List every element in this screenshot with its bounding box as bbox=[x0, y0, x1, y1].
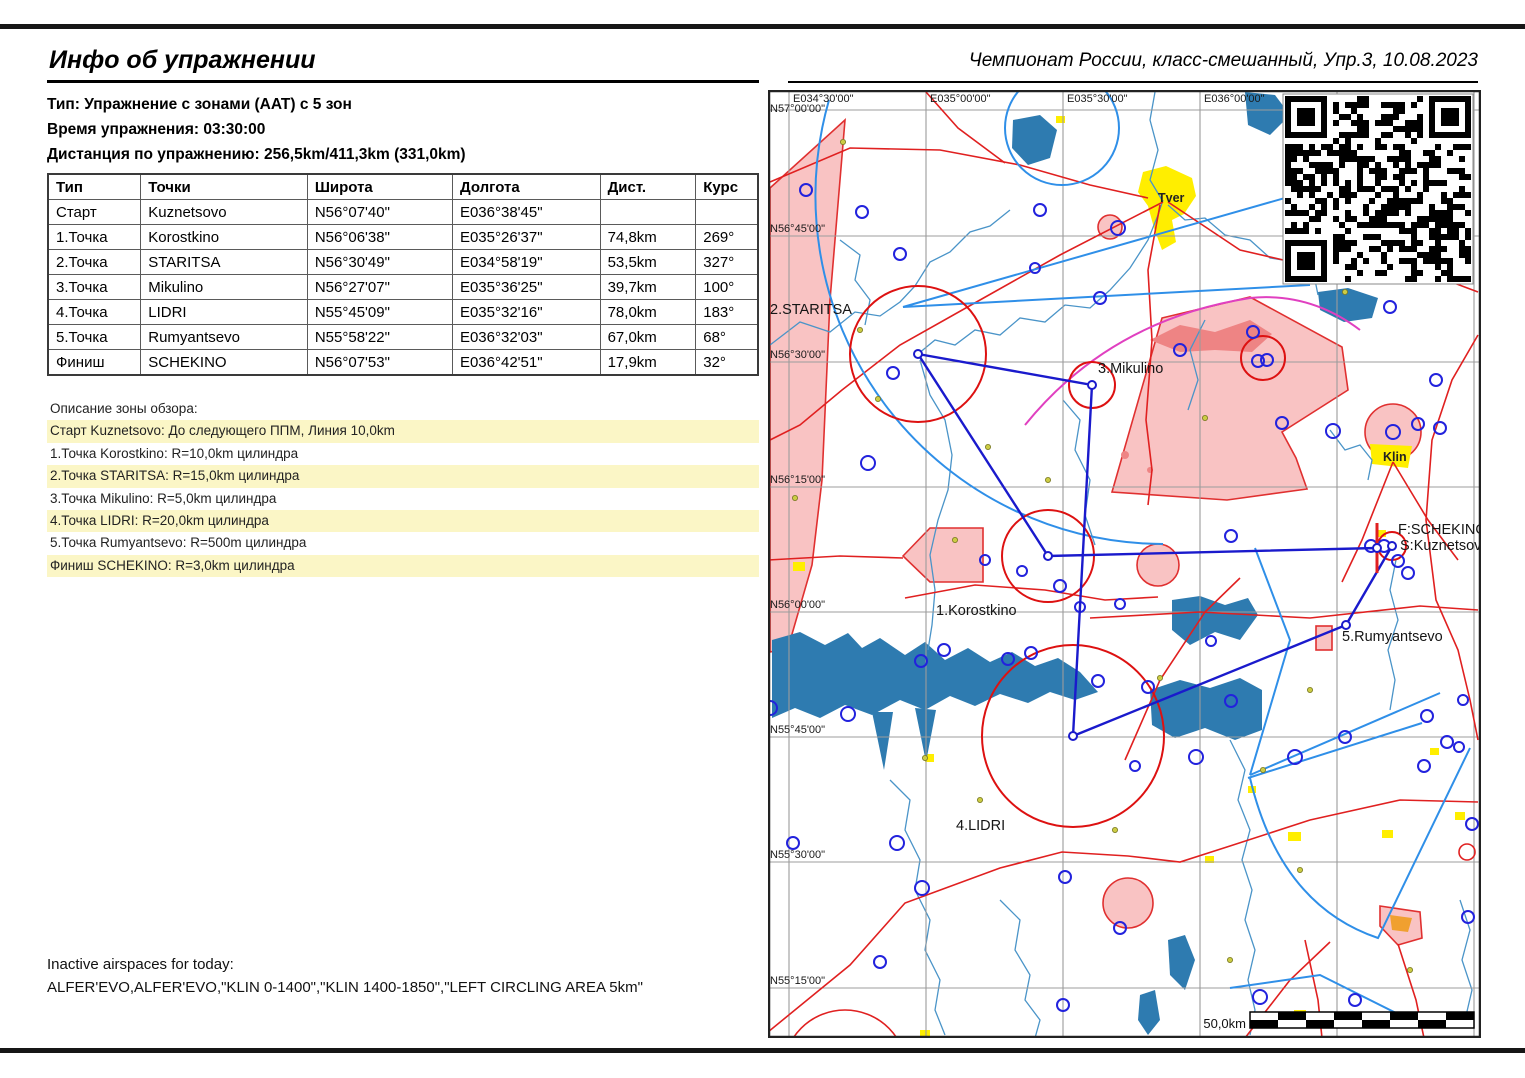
table-cell: N56°27'07" bbox=[307, 275, 452, 300]
table-cell: 2.Точка bbox=[48, 250, 141, 275]
table-row bbox=[48, 325, 758, 350]
zone-line: 4.Точка LIDRI: R=20,0km цилиндра bbox=[47, 510, 759, 532]
competition-header: Чемпионат России, класс-смешанный, Упр.3, 10.08.2023 bbox=[788, 50, 1478, 83]
table-cell: Kuznetsovo bbox=[141, 200, 308, 225]
table-row bbox=[48, 350, 758, 376]
zone-line: 5.Точка Rumyantsevo: R=500m цилиндра bbox=[50, 535, 307, 551]
task-info-panel bbox=[47, 46, 759, 577]
table-cell: STARITSA bbox=[141, 250, 308, 275]
table-row bbox=[48, 200, 758, 225]
inactive-airspaces-note bbox=[47, 953, 643, 999]
inactive-airspaces-list: ALFER'EVO,ALFER'EVO,"KLIN 0-1400","KLIN 1400-1850","LEFT CIRCLING AREA 5km" bbox=[47, 979, 643, 996]
table-cell bbox=[696, 200, 758, 225]
table-cell: 183° bbox=[696, 300, 758, 325]
map-label-kuznetsovo: S:Kuznetsovo bbox=[1400, 538, 1481, 554]
lat-label-6: N55°45'00" bbox=[770, 724, 826, 736]
lon-label-2: E035°00'00" bbox=[930, 93, 991, 105]
table-cell: 78,0km bbox=[600, 300, 696, 325]
table-cell: E036°32'03" bbox=[452, 325, 600, 350]
lon-label-1: E034°30'00" bbox=[793, 93, 854, 105]
zone-line: Финиш SCHEKINO: R=3,0km цилиндра bbox=[47, 555, 759, 577]
table-cell: N56°07'40" bbox=[307, 200, 452, 225]
table-row bbox=[48, 250, 758, 275]
table-row bbox=[48, 275, 758, 300]
task-summary bbox=[47, 92, 759, 167]
zones-heading: Описание зоны обзора: bbox=[50, 401, 198, 416]
zone-line: 3.Точка Mikulino: R=5,0km цилиндра bbox=[50, 490, 277, 506]
lat-label-4: N56°15'00" bbox=[770, 474, 826, 486]
table-cell: 3.Точка bbox=[48, 275, 141, 300]
table-row bbox=[48, 300, 758, 325]
column-header: Долгота bbox=[452, 174, 600, 200]
airspace-circle-mid bbox=[1137, 544, 1179, 586]
task-time-line: Время упражнения: 03:30:00 bbox=[47, 121, 266, 138]
page-top-rule bbox=[0, 24, 1525, 29]
column-header: Дист. bbox=[600, 174, 696, 200]
map-label-korostkino: 1.Korostkino bbox=[936, 603, 1017, 619]
table-cell: E035°36'25" bbox=[452, 275, 600, 300]
column-header: Широта bbox=[307, 174, 452, 200]
table-row bbox=[48, 225, 758, 250]
table-cell: 100° bbox=[696, 275, 758, 300]
zone-line: 2.Точка STARITSA: R=15,0km цилиндра bbox=[47, 465, 759, 487]
table-cell: E034°58'19" bbox=[452, 250, 600, 275]
table-cell bbox=[600, 200, 696, 225]
lat-label-7: N55°30'00" bbox=[770, 849, 826, 861]
waypoint-table bbox=[47, 173, 759, 376]
page-bottom-rule bbox=[0, 1048, 1525, 1053]
zone-line: Старт Kuznetsovo: До следующего ППМ, Линия 10,0km bbox=[47, 420, 759, 442]
table-cell: E035°32'16" bbox=[452, 300, 600, 325]
lon-label-4: E036°00'00" bbox=[1204, 93, 1265, 105]
map-label-staritsa: 2.STARITSA bbox=[770, 302, 852, 318]
table-cell: 32° bbox=[696, 350, 758, 376]
table-cell: E036°38'45" bbox=[452, 200, 600, 225]
table-cell: 4.Точка bbox=[48, 300, 141, 325]
zones-list bbox=[47, 420, 759, 577]
table-cell: 17,9km bbox=[600, 350, 696, 376]
lat-label-8: N55°15'00" bbox=[770, 975, 826, 987]
table-cell: N56°30'49" bbox=[307, 250, 452, 275]
table-cell: 1.Точка bbox=[48, 225, 141, 250]
column-header: Тип bbox=[48, 174, 141, 200]
table-cell: Rumyantsevo bbox=[141, 325, 308, 350]
zone-line: 1.Точка Korostkino: R=10,0km цилиндра bbox=[50, 445, 299, 461]
table-cell: 39,7km bbox=[600, 275, 696, 300]
map-label-klin: Klin bbox=[1383, 450, 1407, 464]
qr-code bbox=[1283, 94, 1473, 284]
table-cell: Korostkino bbox=[141, 225, 308, 250]
table-cell: 5.Точка bbox=[48, 325, 141, 350]
map-label-schekino: F:SCHEKINO bbox=[1398, 522, 1481, 538]
table-cell: 327° bbox=[696, 250, 758, 275]
task-table-body bbox=[48, 200, 758, 376]
table-cell: E035°26'37" bbox=[452, 225, 600, 250]
table-cell: 74,8km bbox=[600, 225, 696, 250]
table-cell: 269° bbox=[696, 225, 758, 250]
lat-label-5: N56°00'00" bbox=[770, 599, 826, 611]
table-cell: Финиш bbox=[48, 350, 141, 376]
map-label-tver: Tver bbox=[1158, 191, 1185, 205]
table-cell: 67,0km bbox=[600, 325, 696, 350]
zones-section bbox=[47, 398, 759, 577]
table-cell: 68° bbox=[696, 325, 758, 350]
table-cell: N56°07'53" bbox=[307, 350, 452, 376]
task-type-line: Тип: Упражнение с зонами (AAT) с 5 зон bbox=[47, 96, 352, 113]
table-cell: N55°58'22" bbox=[307, 325, 452, 350]
table-cell: Mikulino bbox=[141, 275, 308, 300]
lon-label-3: E035°30'00" bbox=[1067, 93, 1128, 105]
lat-label-2: N56°45'00" bbox=[770, 223, 826, 235]
map-label-lidri: 4.LIDRI bbox=[956, 818, 1006, 834]
column-header: Курс bbox=[696, 174, 758, 200]
table-cell: N56°06'38" bbox=[307, 225, 452, 250]
map-label-mikulino: 3.Mikulino bbox=[1098, 361, 1164, 377]
airspace-box-rumyantsevo bbox=[1316, 626, 1332, 650]
waypoint-table-header bbox=[48, 174, 758, 200]
airspace-circle-south bbox=[1103, 878, 1153, 928]
table-cell: SCHEKINO bbox=[141, 350, 308, 376]
map-label-rumyantsevo: 5.Rumyantsevo bbox=[1342, 629, 1443, 645]
table-cell: N55°45'09" bbox=[307, 300, 452, 325]
task-map bbox=[768, 90, 1481, 1038]
scale-label: 50,0km bbox=[1203, 1016, 1246, 1031]
lat-label-3: N56°30'00" bbox=[770, 349, 826, 361]
table-cell: 53,5km bbox=[600, 250, 696, 275]
task-distance-line: Дистанция по упражнению: 256,5km/411,3km (331,0km) bbox=[47, 146, 466, 163]
map-svg bbox=[768, 90, 1481, 1038]
table-cell: Старт bbox=[48, 200, 141, 225]
page-title: Инфо об упражнении bbox=[47, 46, 759, 83]
table-cell: E036°42'51" bbox=[452, 350, 600, 376]
lat-label-1: N57°00'00" bbox=[770, 103, 826, 115]
column-header: Точки bbox=[141, 174, 308, 200]
table-cell: LIDRI bbox=[141, 300, 308, 325]
inactive-airspaces-title: Inactive airspaces for today: bbox=[47, 956, 234, 973]
